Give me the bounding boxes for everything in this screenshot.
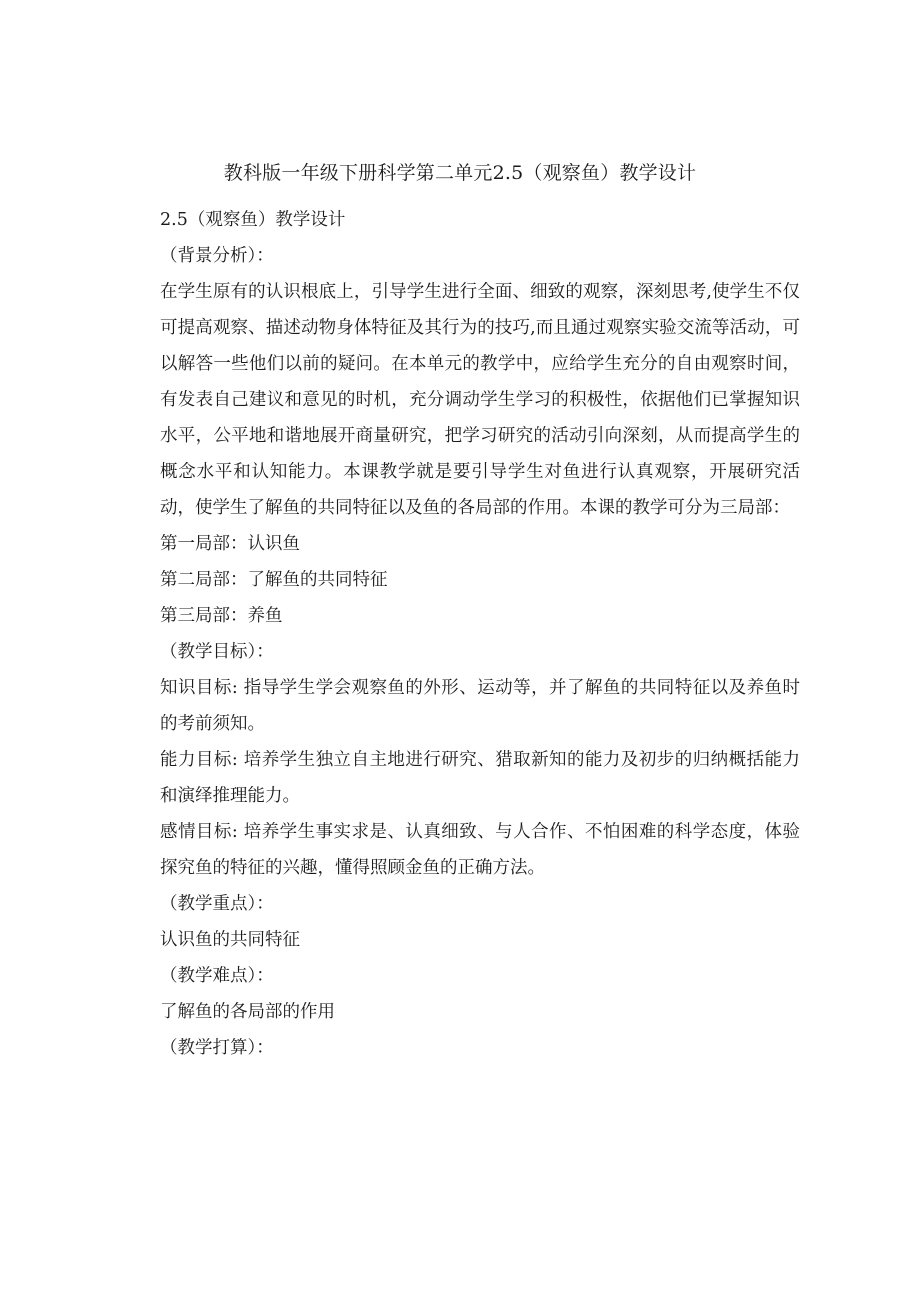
part-1: 第一局部：认识鱼 bbox=[160, 534, 300, 554]
document-body bbox=[160, 202, 800, 1066]
document-title: 教科版一年级下册科学第二单元2.5（观察鱼）教学设计 bbox=[223, 162, 697, 184]
goal-emotion: 感情目标: 培养学生事实求是、认真细致、与人合作、不怕困难的科学态度，体验探究鱼的特征的兴趣，懂得照顾金鱼的正确方法。 bbox=[160, 822, 800, 878]
difficulty-heading: （教学难点）： bbox=[160, 966, 274, 986]
goal-ability: 能力目标: 培养学生独立自主地进行研究、猎取新知的能力及初步的归纳概括能力和演绎推理能力。 bbox=[160, 750, 800, 806]
subtitle: 2.5（观察鱼）教学设计 bbox=[160, 210, 346, 230]
plan-heading: （教学打算）： bbox=[160, 1038, 274, 1058]
background-paragraph bbox=[160, 274, 800, 526]
background-text: 在学生原有的认识根底上，引导学生进行全面、细致的观察，深刻思考,使学生不仅可提高观察、描述动物身体特征及其行为的技巧,而且通过观察实验交流等活动，可以解答一些他们以前的疑问。在本单元的教学中，应给学生充分的自由观察时间，有发表自己建议和意见的时机，充分调动学生学习的积极性，依据他们已掌握知识水平，公平地和谐地展开商量研究，把学习研究的活动引向深刻，从而提高学生的概念水平和认知能力。本课教学就是要引导学生对鱼进行认真观察，开展研究活动，使学生了解鱼的共同特征以及鱼的各局部的作用。本课的教学可分为三局部： bbox=[160, 282, 800, 518]
key-heading: （教学重点）： bbox=[160, 894, 274, 914]
goal-knowledge: 知识目标: 指导学生学会观察鱼的外形、运动等，并了解鱼的共同特征以及养鱼时的考前须知。 bbox=[160, 678, 800, 734]
background-heading: （背景分析）： bbox=[160, 246, 274, 266]
part-2: 第二局部：了解鱼的共同特征 bbox=[160, 570, 388, 590]
key-text: 认识鱼的共同特征 bbox=[160, 930, 300, 950]
part-3: 第三局部：养鱼 bbox=[160, 606, 283, 626]
goals-heading: （教学目标）： bbox=[160, 642, 274, 662]
difficulty-text: 了解鱼的各局部的作用 bbox=[160, 1002, 335, 1022]
